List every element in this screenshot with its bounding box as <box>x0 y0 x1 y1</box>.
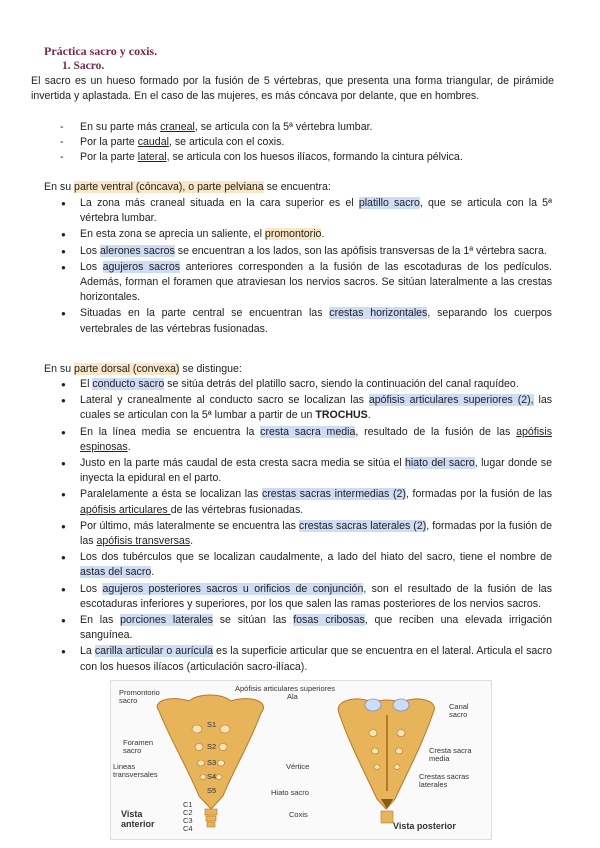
label-c1: C1 <box>183 800 193 809</box>
list-item: - En su parte más craneal, se articula con la 5ª vértebra lumbar. <box>44 120 552 135</box>
list-item: - Por la parte lateral, se articula con los huesos ilíacos, formando la cintura pélvica. <box>44 150 552 165</box>
list-item: ● La carilla articular o aurícula es la superficie articular que se encuentra en el lateral. Articula el sacro con los huesos ilíacos (articulación sacro-ilíaca). <box>44 644 552 674</box>
list-item: ● Lateral y cranealmente al conducto sacro se localizan las apófisis articulares superiores (2), las cuales se articulan con la 5ª lumbar a partir de un TROCHUS. <box>44 393 552 423</box>
label-promontorio: Promontorio sacro <box>119 688 160 705</box>
label-coxis: Coxis <box>289 810 308 819</box>
label-canal: Canal sacro <box>449 702 469 719</box>
ventral-list <box>44 196 552 338</box>
list-item: - Por la parte caudal, se articula con el coxis. <box>44 135 552 150</box>
list-item: ● La zona más craneal situada en la cara superior es el platillo sacro, que se articula con la 5ª vértebra lumbar. <box>44 196 552 226</box>
sacrum-figure <box>110 680 492 840</box>
list-item: ● Los dos tubérculos que se localizan caudalmente, a lado del hiato del sacro, tiene el nombre de astas del sacro. <box>44 550 552 580</box>
label-hiato: Hiato sacro <box>271 788 309 797</box>
list-item: ● Situadas en la parte central se encuentran las crestas horizontales, separando los cuerpos vertebrales de las vértebras fusionadas. <box>44 306 552 336</box>
articulation-list <box>44 120 552 166</box>
label-foramen: Foramen sacro <box>123 738 154 755</box>
list-item: ● Justo en la parte más caudal de esta cresta sacra media se sitúa el hiato del sacro, lugar donde se inyecta la epidural en el parto. <box>44 456 552 486</box>
label-vista-posterior: Vista posterior <box>393 821 456 831</box>
label-s1: S1 <box>207 720 217 729</box>
list-item: ● Los alerones sacros se encuentran a los lados, son las apófisis transversas de la 1ª vértebra sacra. <box>44 244 552 259</box>
label-vertice: Vértice <box>286 762 310 771</box>
list-item: ● En las porciones laterales se sitúan las fosas cribosas, que reciben una elevada irrigación sanguínea. <box>44 613 552 643</box>
ventral-intro: En su parte ventral (cóncava), o parte pelviana se encuentra: <box>44 181 331 193</box>
list-item: ● Paralelamente a ésta se localizan las crestas sacras intermedias (2), formadas por la fusión de las apófisis articulares de las vértebras fusionadas. <box>44 487 552 517</box>
intro-paragraph: El sacro es un hueso formado por la fusión de 5 vértebras, que presenta una forma triangular, de pirámide invertida y aplastada. En el caso de las mujeres, es más cóncava por delante, que en hombres. <box>31 75 554 103</box>
label-c4: C4 <box>183 824 193 833</box>
label-apofisis: Apófisis articulares superiores <box>235 684 336 693</box>
label-ala: Ala <box>287 692 298 701</box>
label-s5: S5 <box>207 786 217 795</box>
list-item: ● Los agujeros posteriores sacros u orificios de conjunción, son el resultado de la fusión de las escotaduras inferiores y superiores, por los que salen las ramas posteriores de los nervios sacros. <box>44 582 552 612</box>
list-item: ● Los agujeros sacros anteriores corresponden a la fusión de las escotaduras de los pedículos. Además, forman el foramen que atraviesan los nervios sacros. Se sitúan lateralmente a las crestas horizontales. <box>44 260 552 306</box>
list-item: ● Por último, más lateralmente se encuentra las crestas sacras laterales (2), formadas por la fusión de las apófisis transversas. <box>44 519 552 549</box>
section-heading: 1. Sacro. <box>62 60 105 72</box>
list-item: ● En esta zona se aprecia un saliente, el promontorio. <box>44 227 552 242</box>
dorsal-list <box>44 377 552 676</box>
label-c2: C2 <box>183 808 193 817</box>
label-c3: C3 <box>183 816 193 825</box>
page-title: Práctica sacro y coxis. <box>44 44 158 58</box>
label-vista-anterior: Vista anterior <box>121 809 155 829</box>
label-s4: S4 <box>207 772 217 781</box>
label-cresta-media: Cresta sacra media <box>429 746 472 763</box>
label-s2: S2 <box>207 742 217 751</box>
label-s3: S3 <box>207 758 217 767</box>
label-crestas-laterales: Crestas sacras laterales <box>419 772 470 789</box>
dorsal-intro: En su parte dorsal (convexa) se distingue: <box>44 363 242 375</box>
label-lineas: Lineas transversales <box>113 762 158 779</box>
list-item: ● En la línea media se encuentra la cresta sacra media, resultado de la fusión de las apófisis espinosas. <box>44 425 552 455</box>
list-item: ● El conducto sacro se sitúa detrás del platillo sacro, siendo la continuación del canal raquídeo. <box>44 377 552 392</box>
